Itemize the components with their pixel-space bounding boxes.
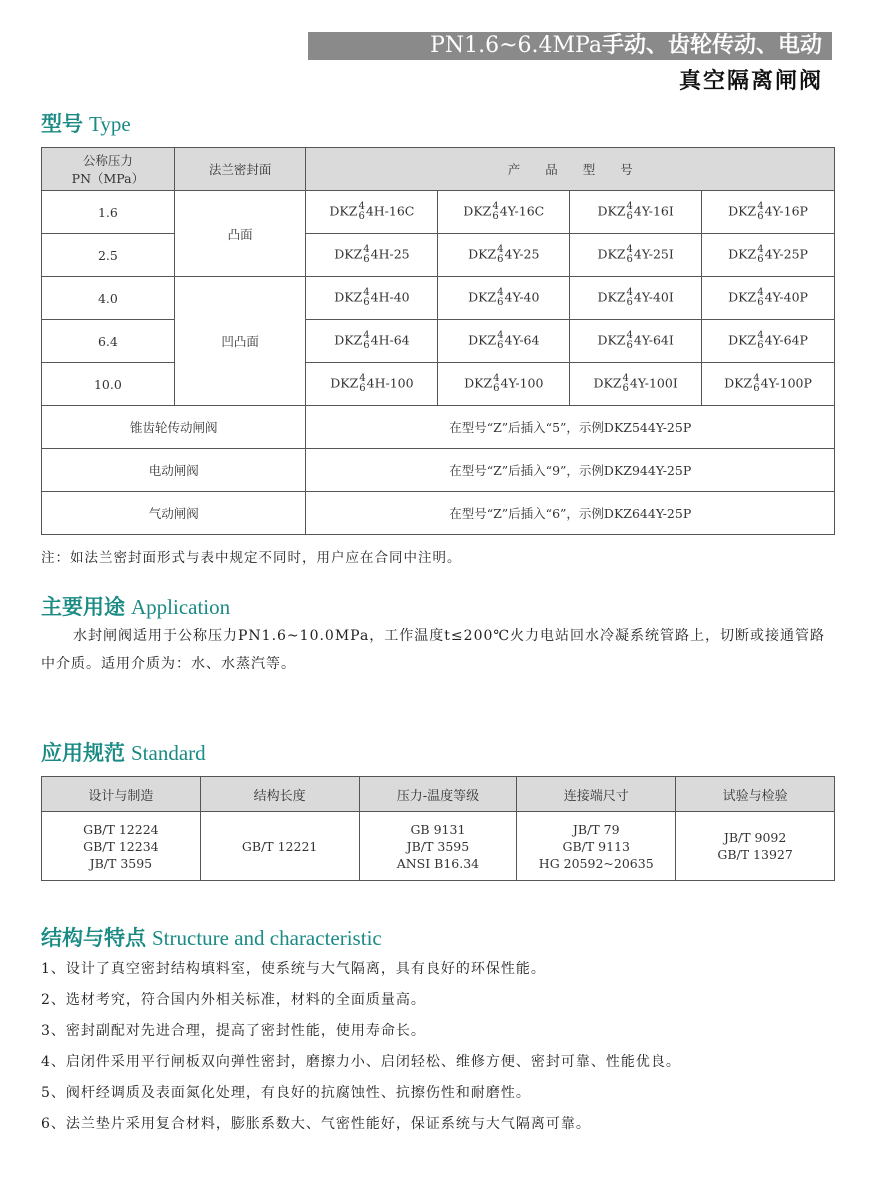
model-fraction: 4 6: [753, 373, 760, 394]
model-fraction: 4 6: [626, 287, 633, 308]
list-item: 4、启闭件采用平行闸板双向弹性密封，磨擦力小、启闭轻松、维修方便、密封可靠、性能优良。: [41, 1054, 681, 1070]
standard-header-cell: 压力-温度等级: [359, 777, 517, 812]
model-cell: DKZ 4 6 4Y-25: [438, 234, 570, 277]
header-bar: [308, 32, 832, 60]
application-section-title: [41, 591, 230, 621]
structure-section-title: [41, 922, 382, 952]
standard-table-row: [42, 812, 835, 881]
pn-cell: 10.0: [42, 363, 175, 406]
model-header: 产 品 型 号: [306, 148, 835, 191]
model-cell: DKZ 4 6 4Y-40: [438, 277, 570, 320]
list-item: 2、选材考究，符合国内外相关标准，材料的全面质量高。: [41, 992, 426, 1008]
standard-section-title: [41, 737, 206, 767]
model-fraction: 4 6: [626, 330, 633, 351]
pn-header: 公称压力 PN（MPa）: [42, 148, 175, 191]
model-fraction: 4 6: [757, 330, 764, 351]
model-cell: DKZ 4 6 4Y-100I: [570, 363, 702, 406]
standard-cell: JB/T 9092 GB/T 13927: [676, 812, 835, 881]
pn-cell: 4.0: [42, 277, 175, 320]
model-cell: DKZ 4 6 4Y-40I: [570, 277, 702, 320]
model-fraction: 4 6: [359, 373, 366, 394]
variant-row: [42, 492, 835, 535]
model-cell: DKZ 4 6 4Y-25I: [570, 234, 702, 277]
variant-desc: 在型号“Z”后插入“9”，示例DKZ944Y-25P: [306, 449, 835, 492]
model-fraction: 4 6: [497, 330, 504, 351]
model-fraction: 4 6: [626, 244, 633, 265]
model-fraction: 4 6: [497, 244, 504, 265]
variant-desc: 在型号“Z”后插入“5”，示例DKZ544Y-25P: [306, 406, 835, 449]
model-cell: DKZ 4 6 4Y-16I: [570, 191, 702, 234]
model-fraction: 4 6: [622, 373, 629, 394]
pn-cell: 6.4: [42, 320, 175, 363]
table-note: 注：如法兰密封面形式与表中规定不同时，用户应在合同中注明。: [41, 550, 462, 566]
list-item: 3、密封副配对先进合理，提高了密封性能，使用寿命长。: [41, 1023, 426, 1039]
variant-desc: 在型号“Z”后插入“6”，示例DKZ644Y-25P: [306, 492, 835, 535]
model-cell: DKZ 4 6 4Y-100: [438, 363, 570, 406]
header-bar-suffix: 手动、齿轮传动、电动: [601, 33, 822, 58]
model-cell: DKZ 4 6 4Y-16P: [702, 191, 835, 234]
standard-cell: JB/T 79 GB/T 9113 HG 20592~20635: [517, 812, 676, 881]
standard-cell: GB/T 12224 GB/T 12234 JB/T 3595: [42, 812, 201, 881]
model-fraction: 4 6: [363, 244, 370, 265]
model-fraction: 4 6: [497, 287, 504, 308]
model-cell: DKZ 4 6 4Y-40P: [702, 277, 835, 320]
model-fraction: 4 6: [492, 201, 499, 222]
model-cell: DKZ 4 6 4Y-16C: [438, 191, 570, 234]
type-table-header: [42, 148, 835, 191]
model-fraction: 4 6: [757, 244, 764, 265]
model-cell: DKZ 4 6 4H-25: [306, 234, 438, 277]
standard-title-en: Standard: [131, 741, 206, 765]
variant-name: 锥齿轮传动闸阀: [42, 406, 306, 449]
type-section-title: [41, 108, 131, 138]
model-fraction: 4 6: [363, 287, 370, 308]
table-row: [42, 320, 835, 363]
type-table: [41, 147, 835, 535]
table-row: [42, 191, 835, 234]
list-item: 5、阀杆经调质及表面氮化处理，有良好的抗腐蚀性、抗擦伤性和耐磨性。: [41, 1085, 531, 1101]
model-cell: DKZ 4 6 4Y-100P: [702, 363, 835, 406]
type-title-zh: 型号: [41, 112, 83, 136]
standard-header-cell: 试验与检验: [676, 777, 835, 812]
list-item: 6、法兰垫片采用复合材料，膨胀系数大、气密性能好，保证系统与大气隔离可靠。: [41, 1116, 591, 1132]
table-row: [42, 277, 835, 320]
standard-table-header: [42, 777, 835, 812]
page-title: 真空隔离闸阀: [678, 69, 823, 94]
model-cell: DKZ 4 6 4H-100: [306, 363, 438, 406]
standard-header-cell: 设计与制造: [42, 777, 201, 812]
seal-face-header: 法兰密封面: [174, 148, 306, 191]
application-title-en: Application: [131, 595, 231, 619]
structure-title-en: Structure and characteristic: [152, 926, 382, 950]
seal-face-cell: 凹凸面: [174, 277, 306, 406]
standard-header-cell: 连接端尺寸: [517, 777, 676, 812]
type-title-en: Type: [89, 112, 131, 136]
model-cell: DKZ 4 6 4Y-64P: [702, 320, 835, 363]
standard-table: [41, 776, 835, 881]
list-item: 1、设计了真空密封结构填料室，使系统与大气隔离，具有良好的环保性能。: [41, 961, 546, 977]
pn-cell: 1.6: [42, 191, 175, 234]
model-fraction: 4 6: [626, 201, 633, 222]
model-cell: DKZ 4 6 4H-40: [306, 277, 438, 320]
table-row: [42, 234, 835, 277]
model-cell: DKZ 4 6 4Y-64: [438, 320, 570, 363]
seal-face-cell: 凸面: [174, 191, 306, 277]
variant-row: [42, 406, 835, 449]
structure-title-zh: 结构与特点: [41, 926, 146, 950]
model-fraction: 4 6: [757, 201, 764, 222]
variant-name: 电动闸阀: [42, 449, 306, 492]
model-cell: DKZ 4 6 4H-16C: [306, 191, 438, 234]
model-fraction: 4 6: [757, 287, 764, 308]
standard-cell: GB 9131 JB/T 3595 ANSI B16.34: [359, 812, 517, 881]
standard-title-zh: 应用规范: [41, 741, 125, 765]
model-fraction: 4 6: [363, 330, 370, 351]
table-row: [42, 363, 835, 406]
variant-row: [42, 449, 835, 492]
pn-cell: 2.5: [42, 234, 175, 277]
application-title-zh: 主要用途: [41, 595, 125, 619]
model-cell: DKZ 4 6 4Y-25P: [702, 234, 835, 277]
model-fraction: 4 6: [358, 201, 365, 222]
standard-cell: GB/T 12221: [200, 812, 359, 881]
model-cell: DKZ 4 6 4H-64: [306, 320, 438, 363]
application-text: 水封闸阀适用于公称压力PN1.6~10.0MPa，工作温度t≤200℃火力电站回水冷凝系统管路上，切断或接通管路中介质。适用介质为：水、水蒸汽等。: [41, 628, 826, 672]
standard-header-cell: 结构长度: [200, 777, 359, 812]
variant-name: 气动闸阀: [42, 492, 306, 535]
model-cell: DKZ 4 6 4Y-64I: [570, 320, 702, 363]
model-fraction: 4 6: [493, 373, 500, 394]
header-bar-prefix: PN1.6~6.4MPa: [430, 33, 602, 58]
